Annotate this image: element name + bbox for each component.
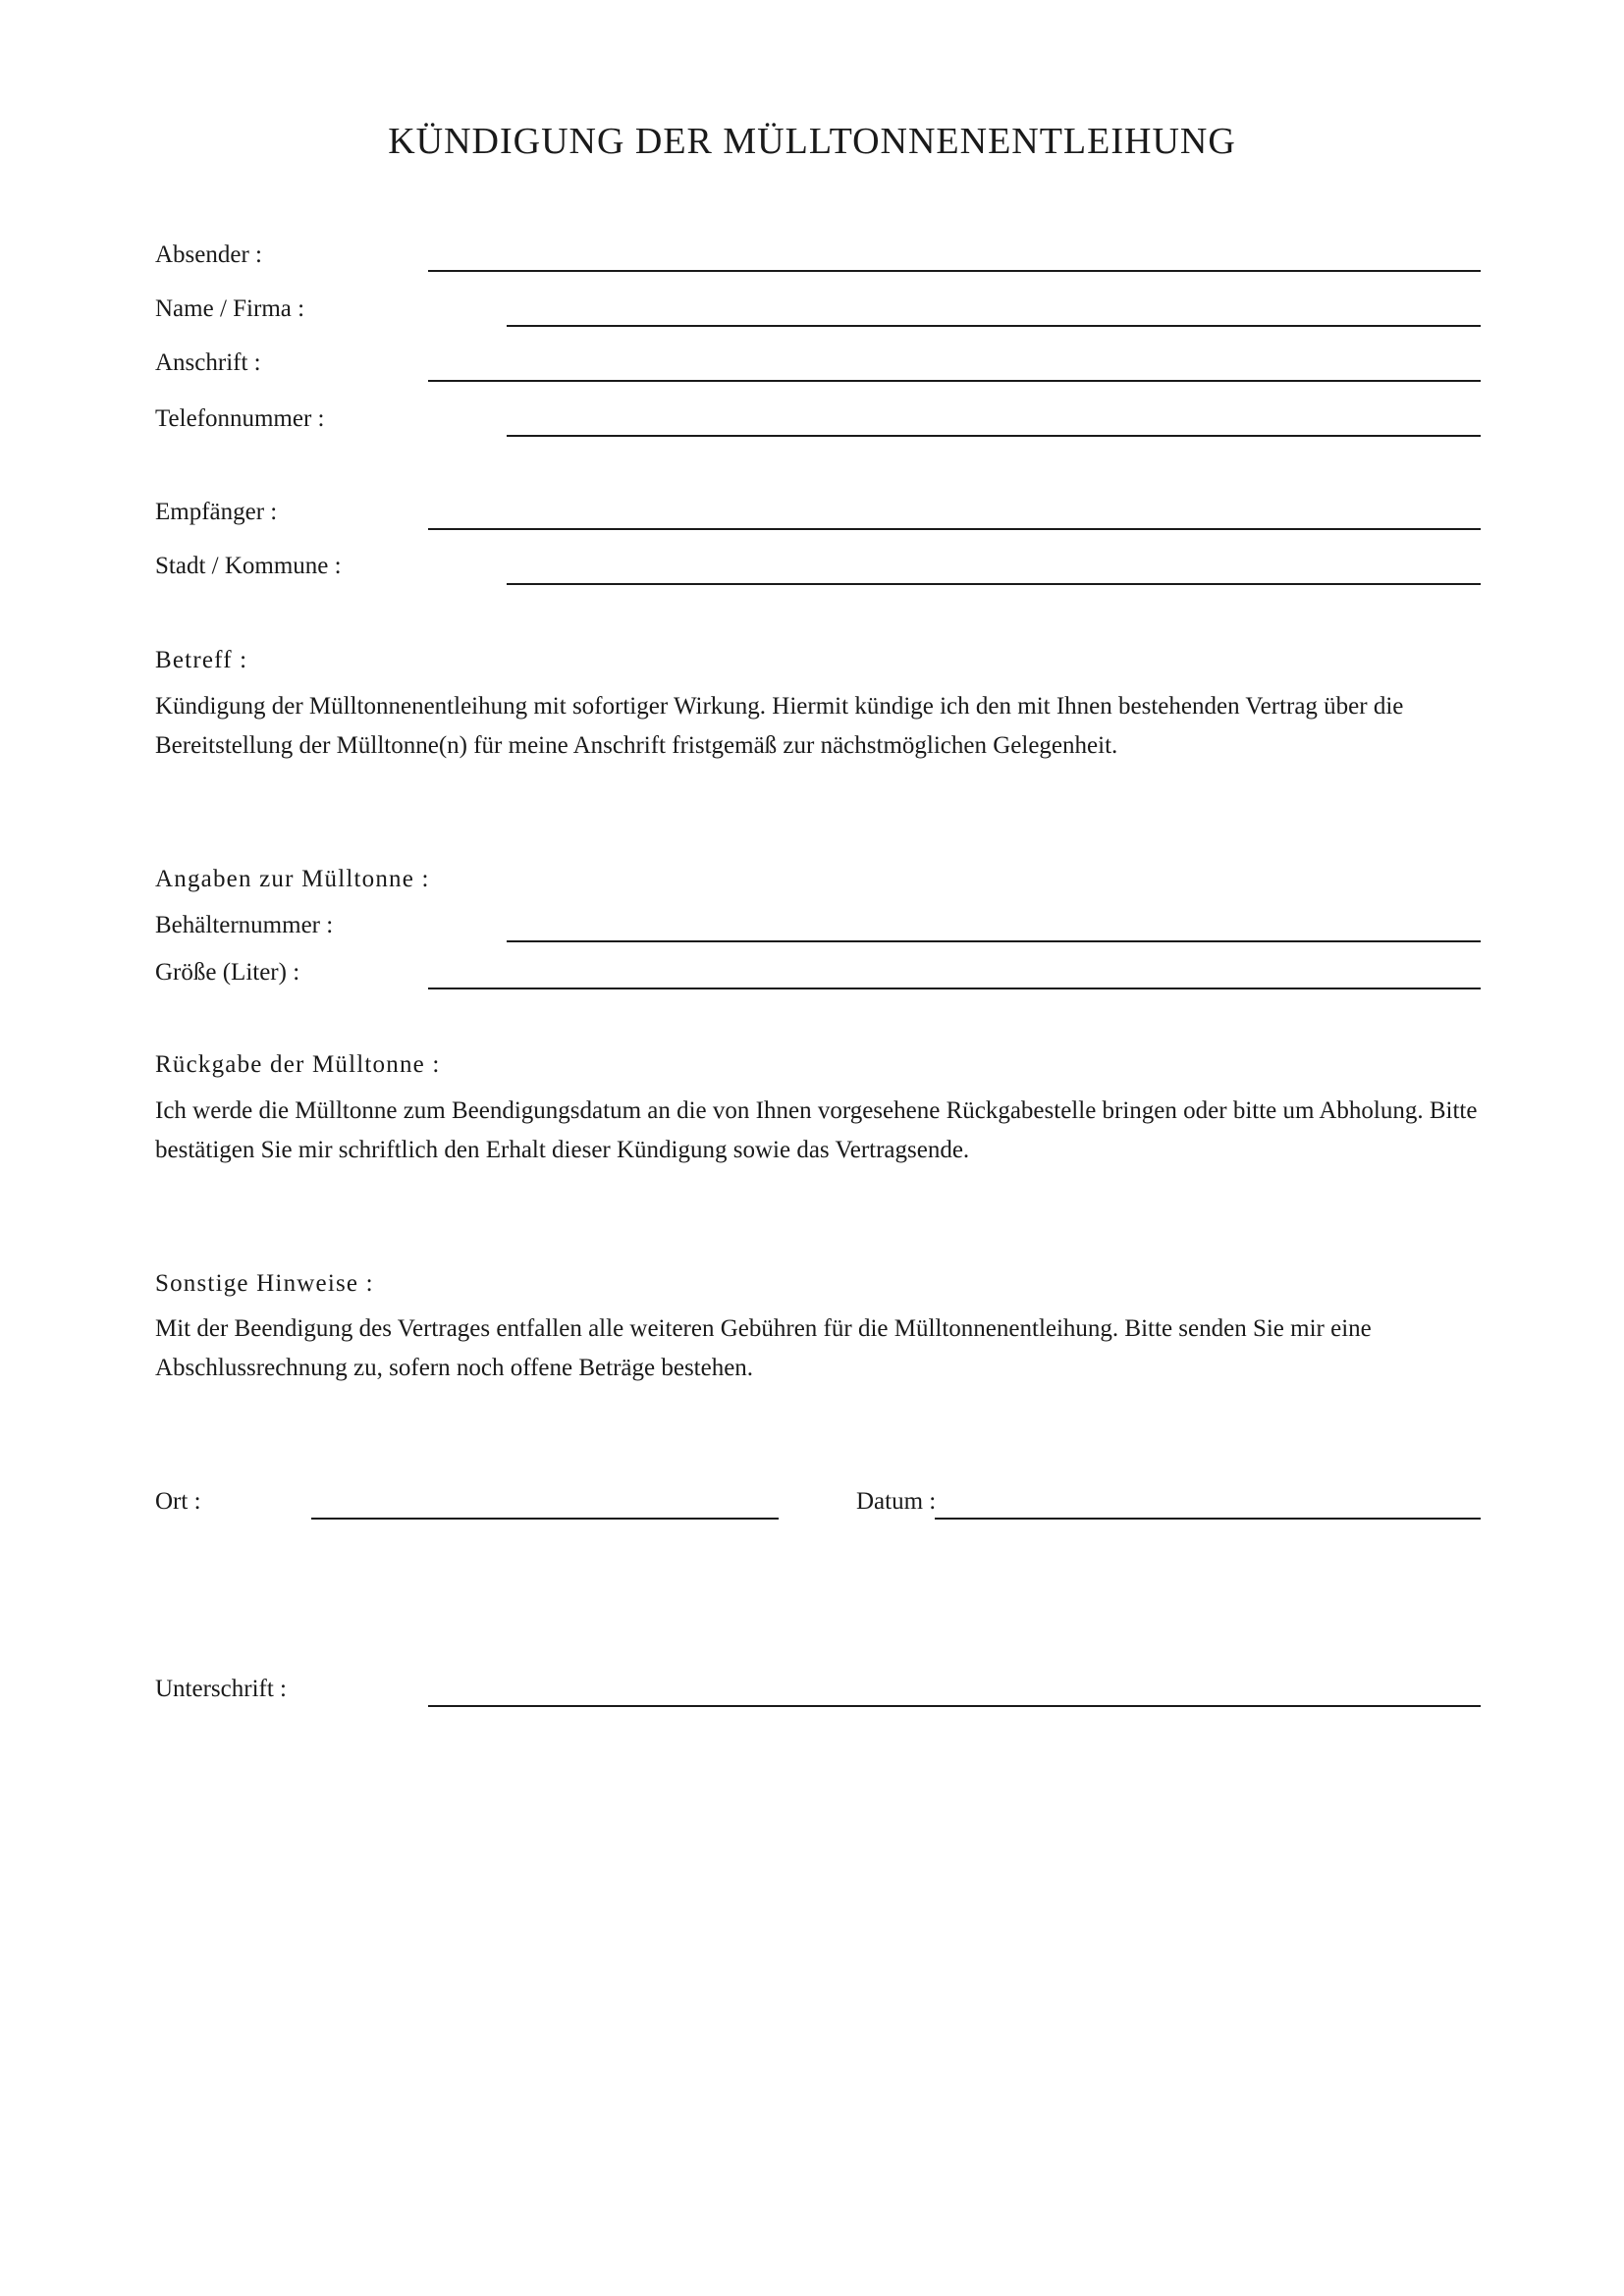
stadt-kommune-field[interactable] (507, 583, 1481, 585)
telefonnummer-label: Telefonnummer : (155, 405, 325, 432)
behaelternummer-label: Behälternummer : (155, 912, 334, 938)
unterschrift-field[interactable] (428, 1705, 1481, 1707)
name-firma-label: Name / Firma : (155, 295, 305, 322)
absender-label: Absender : (155, 241, 262, 268)
angaben-heading: Angaben zur Mülltonne : (155, 866, 430, 892)
absender-field[interactable] (428, 270, 1481, 272)
document-title: KÜNDIGUNG DER MÜLLTONNENENTLEIHUNG (388, 121, 1236, 162)
name-firma-field[interactable] (507, 325, 1481, 327)
anschrift-field[interactable] (428, 380, 1481, 382)
datum-label: Datum : (856, 1488, 937, 1515)
rueckgabe-text: Ich werde die Mülltonne zum Beendigungsdatum an die von Ihnen vorgesehene Rückgabestelle bringen oder bitte um Abholung. Bitte bestätigen Sie mir schriftlich den Erhalt dieser Kündigung sowie das Vertragsende. (155, 1097, 1478, 1163)
datum-field[interactable] (935, 1518, 1481, 1520)
anschrift-label: Anschrift : (155, 349, 261, 376)
betreff-text: Kündigung der Mülltonnenentleihung mit sofortiger Wirkung. Hiermit kündige ich den mit Ihnen bestehenden Vertrag über die Bereitstellung der Mülltonne(n) für meine Anschrift fristgemäß zur nächstmöglichen Gelegenheit. (155, 693, 1404, 759)
rueckgabe-heading: Rückgabe der Mülltonne : (155, 1051, 441, 1078)
stadt-kommune-label: Stadt / Kommune : (155, 553, 342, 579)
empfaenger-field[interactable] (428, 528, 1481, 530)
ort-label: Ort : (155, 1488, 201, 1515)
unterschrift-label: Unterschrift : (155, 1676, 287, 1702)
groesse-field[interactable] (428, 988, 1481, 989)
empfaenger-label: Empfänger : (155, 499, 278, 525)
betreff-heading: Betreff : (155, 647, 248, 673)
telefonnummer-field[interactable] (507, 435, 1481, 437)
behaelternummer-field[interactable] (507, 940, 1481, 942)
groesse-label: Größe (Liter) : (155, 959, 300, 986)
hinweise-text: Mit der Beendigung des Vertrages entfallen alle weiteren Gebühren für die Mülltonnenentleihung. Bitte senden Sie mir eine Abschlussrechnung zu, sofern noch offene Beträge bestehen. (155, 1315, 1372, 1381)
hinweise-heading: Sonstige Hinweise : (155, 1270, 374, 1297)
ort-field[interactable] (311, 1518, 779, 1520)
